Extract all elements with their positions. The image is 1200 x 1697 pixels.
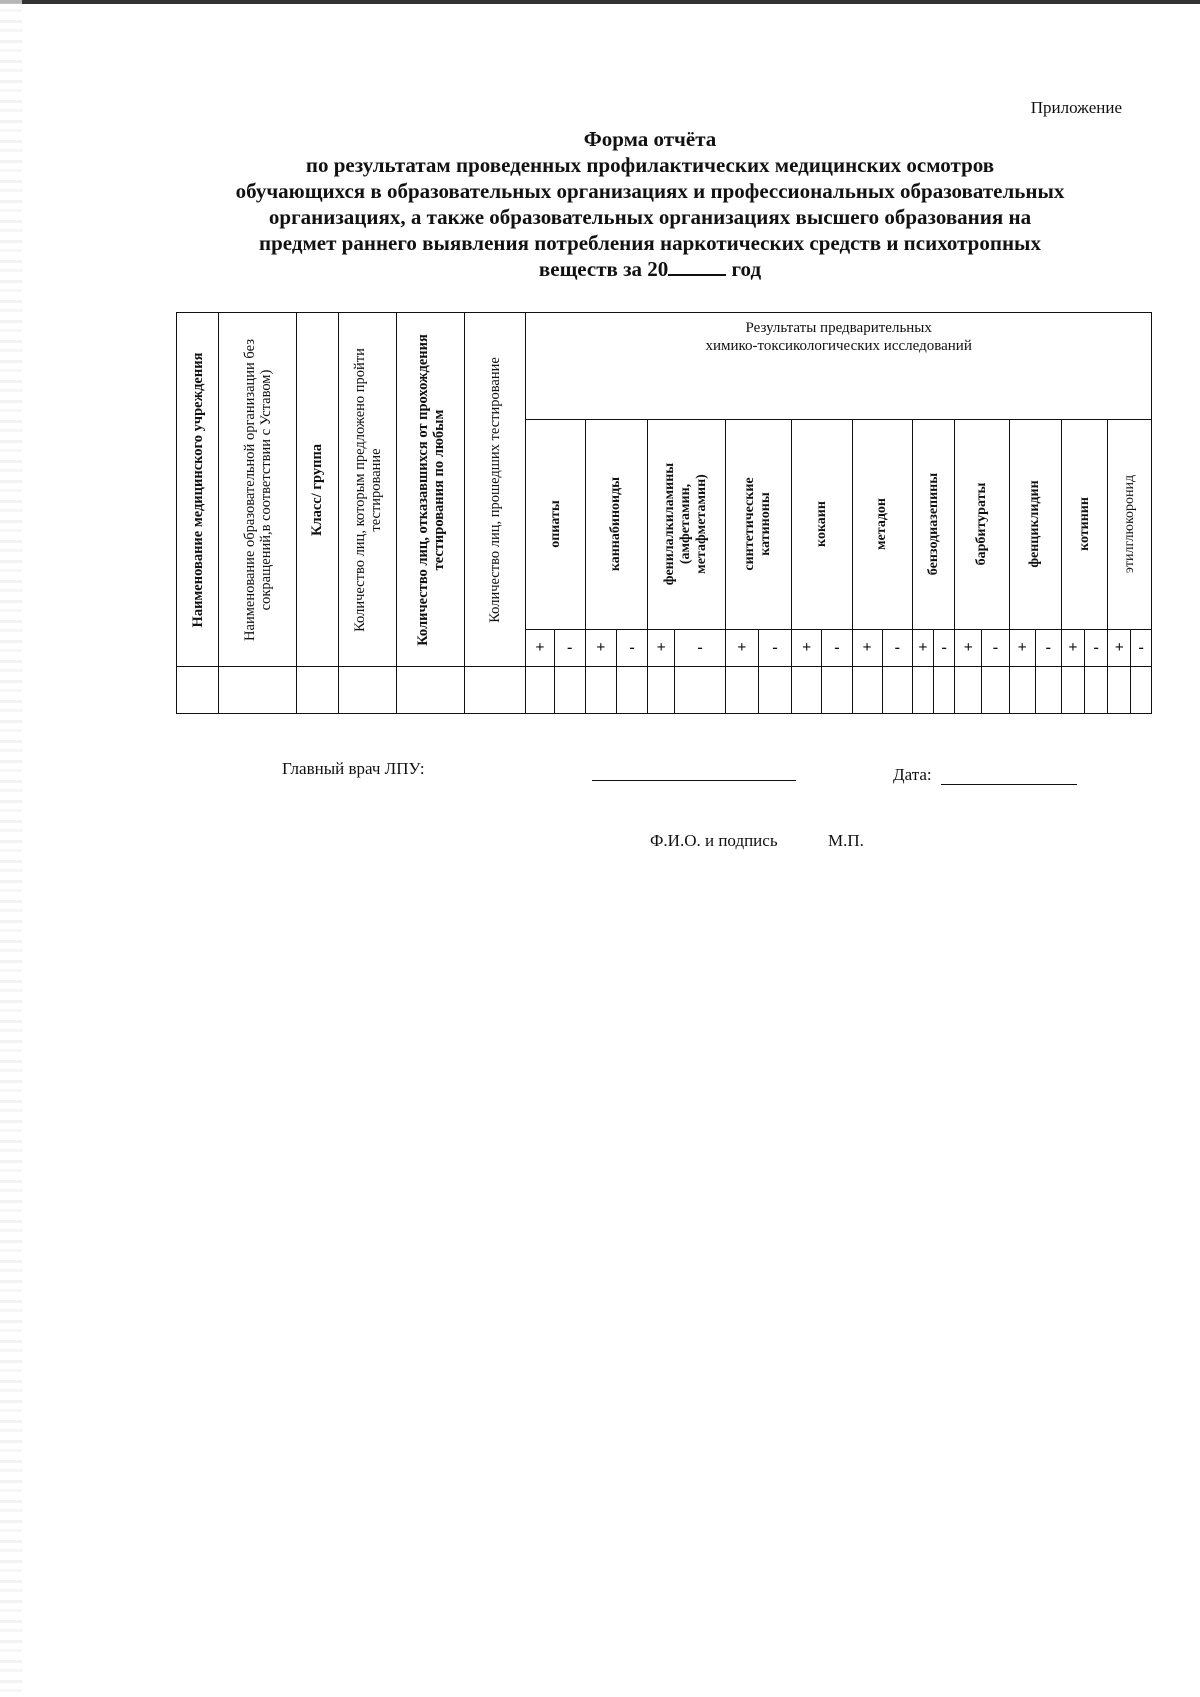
substance-cannabinoids — [585, 419, 647, 629]
substance-label: барбитураты — [973, 482, 989, 566]
plus-cell: + — [1009, 630, 1035, 667]
substance-label: фенциклидин — [1027, 480, 1043, 569]
col-education-org — [219, 313, 297, 667]
entry-cell[interactable] — [792, 667, 822, 714]
entry-cell[interactable] — [955, 667, 982, 714]
signature-caption: Ф.И.О. и подпись — [650, 831, 778, 850]
title-line: по результатам проведенных профилактических медицинских осмотров — [305, 153, 995, 177]
plus-cell: + — [1061, 630, 1084, 667]
minus-cell: - — [616, 630, 647, 667]
entry-cell[interactable] — [464, 667, 525, 714]
entry-cell[interactable] — [1035, 667, 1061, 714]
substance-label: опиаты — [547, 500, 563, 549]
entry-cell[interactable] — [648, 667, 675, 714]
entry-cell[interactable] — [912, 667, 933, 714]
entry-cell[interactable] — [1061, 667, 1084, 714]
substance-opiates — [526, 419, 585, 629]
entry-cell[interactable] — [1108, 667, 1131, 714]
substance-label: котинин — [1076, 497, 1092, 552]
col-offered-count — [339, 313, 397, 667]
substance-barbiturates — [955, 419, 1009, 629]
plus-cell: + — [852, 630, 882, 667]
header-text: Наименование медицинского учреждения — [189, 352, 206, 627]
appendix-label: Приложение — [1030, 98, 1122, 117]
substance-cocaine — [792, 419, 852, 629]
scan-left-edge — [0, 0, 22, 1697]
date-line[interactable] — [941, 766, 1077, 785]
minus-cell: - — [675, 630, 725, 667]
title-line: обучающихся в образовательных организациях и профессиональных образовательных — [235, 179, 1065, 203]
minus-cell: - — [982, 630, 1009, 667]
entry-cell[interactable] — [822, 667, 852, 714]
title-line: предмет раннего выявления потребления наркотических средств и психотропных — [259, 231, 1041, 255]
entry-cell[interactable] — [1085, 667, 1108, 714]
substance-methadone — [852, 419, 912, 629]
entry-cell[interactable] — [397, 667, 464, 714]
entry-cell[interactable] — [1009, 667, 1035, 714]
header-text: Количество лиц, отказавшихся от прохождения тестирования по любым — [414, 333, 447, 646]
minus-cell: - — [758, 630, 791, 667]
substance-benzodiazepines — [912, 419, 954, 629]
title-line: Форма отчёта — [583, 127, 717, 151]
minus-cell: - — [822, 630, 852, 667]
plus-cell: + — [1108, 630, 1131, 667]
entry-cell[interactable] — [177, 667, 219, 714]
entry-cell[interactable] — [982, 667, 1009, 714]
date-label: Дата: — [893, 765, 932, 784]
entry-cell[interactable] — [852, 667, 882, 714]
results-header — [526, 313, 1152, 420]
substance-ethylglucuronide — [1108, 419, 1152, 629]
plus-cell: + — [912, 630, 933, 667]
col-tested-count — [464, 313, 525, 667]
report-table — [176, 312, 1152, 714]
title-year-prefix: веществ за 20 — [538, 257, 669, 281]
substance-label: каннабиноиды — [608, 477, 624, 572]
entry-cell[interactable] — [339, 667, 397, 714]
title-line: организациях, а также образовательных организациях высшего образования на — [268, 205, 1032, 229]
entry-cell[interactable] — [296, 667, 338, 714]
substance-label: бензодиазепины — [925, 473, 941, 576]
scan-top-edge — [0, 0, 1200, 4]
minus-cell: - — [882, 630, 912, 667]
substance-cotinine — [1061, 419, 1107, 629]
signature-line[interactable] — [592, 764, 796, 781]
minus-cell: - — [934, 630, 955, 667]
entry-cell[interactable] — [1131, 667, 1152, 714]
chief-doctor-label: Главный врач ЛПУ: — [282, 759, 425, 778]
results-header-line: Результаты предварительных — [745, 320, 932, 336]
plus-cell: + — [955, 630, 982, 667]
entry-cell[interactable] — [882, 667, 912, 714]
header-text: Количество лиц, которым предложено пройти тестирование — [351, 347, 384, 632]
substance-label: кокаин — [813, 501, 829, 548]
data-entry-row — [177, 667, 1152, 714]
results-header-line: химико-токсикологических исследований — [705, 338, 972, 354]
entry-cell[interactable] — [526, 667, 554, 714]
plus-cell: + — [725, 630, 758, 667]
col-refused-count — [397, 313, 464, 667]
entry-cell[interactable] — [554, 667, 585, 714]
plus-cell: + — [648, 630, 675, 667]
col-class-group — [296, 313, 338, 667]
stamp-caption: М.П. — [828, 831, 864, 850]
minus-cell: - — [554, 630, 585, 667]
col-medical-institution — [177, 313, 219, 667]
substance-label: синтетические катиноны — [742, 477, 774, 571]
entry-cell[interactable] — [934, 667, 955, 714]
substance-cathinones — [725, 419, 791, 629]
plus-cell: + — [585, 630, 616, 667]
header-text: Количество лиц, прошедших тестирование — [487, 356, 504, 623]
substance-phenylalkylamines — [648, 419, 726, 629]
substance-label: этилглюкоронид — [1121, 475, 1137, 574]
substance-phencyclidine — [1009, 419, 1061, 629]
entry-cell[interactable] — [675, 667, 725, 714]
minus-cell: - — [1131, 630, 1152, 667]
year-blank[interactable] — [668, 256, 726, 276]
entry-cell[interactable] — [758, 667, 791, 714]
header-text: Наименование образовательной организации без сокращений,в соответствии с Уставом) — [241, 338, 274, 641]
entry-cell[interactable] — [585, 667, 616, 714]
entry-cell[interactable] — [616, 667, 647, 714]
title-year-suffix: год — [731, 257, 762, 281]
title-line-year — [180, 256, 1120, 282]
header-text: Класс/ группа — [309, 443, 326, 536]
plus-cell: + — [792, 630, 822, 667]
plus-cell: + — [526, 630, 554, 667]
minus-cell: - — [1035, 630, 1061, 667]
substance-label: фенилалкиламины (амфетамин, метафметамин) — [662, 463, 710, 586]
substance-label: метадон — [874, 498, 890, 551]
entry-cell[interactable] — [219, 667, 297, 714]
minus-cell: - — [1085, 630, 1108, 667]
form-title — [180, 126, 1120, 282]
entry-cell[interactable] — [725, 667, 758, 714]
